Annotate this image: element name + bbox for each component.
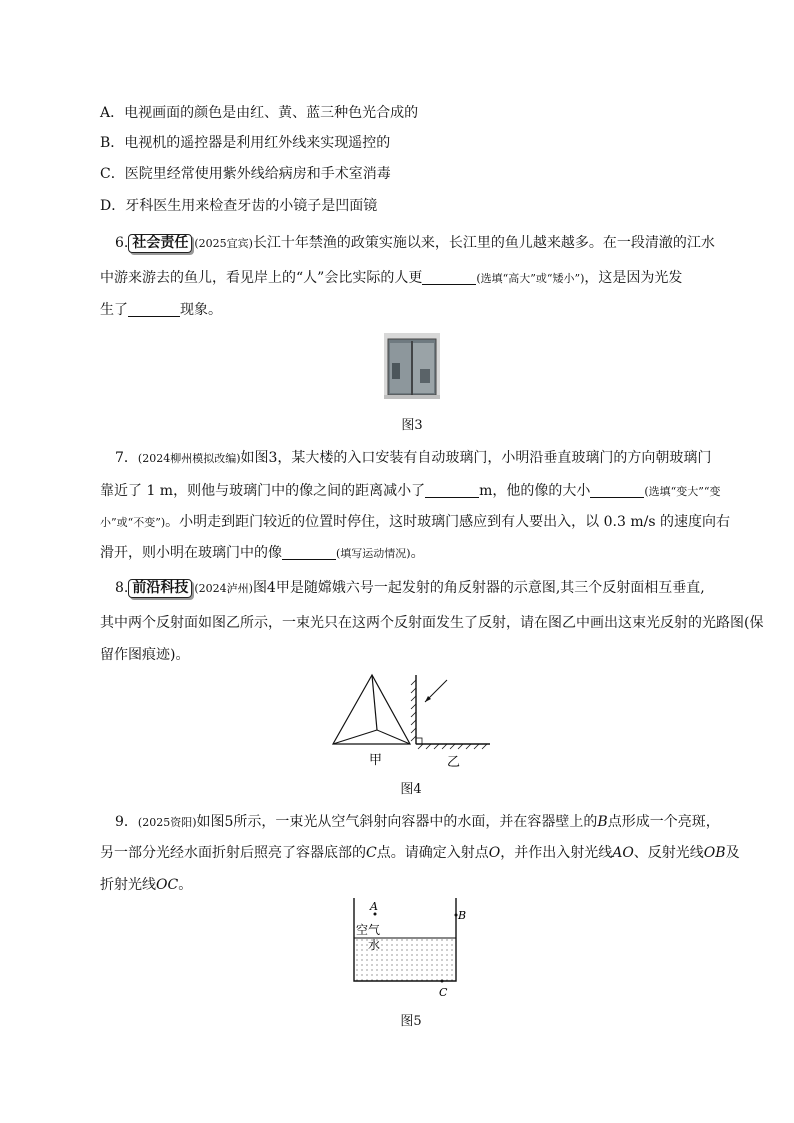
q8-tag-badge: 前沿科技 (128, 579, 192, 598)
q9-var-oc: OC (156, 877, 179, 893)
q6-number: 6. (115, 235, 129, 251)
q9-text5: ，并作出入射光线 (500, 845, 613, 861)
q7-line1 (115, 448, 711, 469)
corner-reflector-pyramid (333, 675, 410, 744)
q7-number: 7． (115, 450, 138, 466)
q8-source: (2024泸州) (194, 582, 253, 595)
figure-3-caption: 图3 (401, 418, 423, 433)
label-water: 水 (368, 938, 381, 952)
q7-blank-3[interactable] (282, 545, 336, 560)
figure-3-glass-door-photo (384, 333, 440, 399)
q8-line2: 其中两个反射面如图乙所示，一束光只在这两个反射面发生了反射，请在图乙中画出这束光反射的光路图(保 (100, 615, 764, 631)
figure-4-caption: 图4 (400, 782, 422, 797)
q9-text6: 、反射光线 (633, 845, 704, 861)
q9-text2: 点形成一个亮斑， (607, 814, 720, 830)
q9-text8: 折射光线 (100, 877, 156, 893)
q7-text3: m，他的像的大小 (479, 483, 591, 499)
q6-line1 (115, 233, 715, 254)
q7-line2 (100, 481, 721, 502)
q9-number: 9． (115, 814, 138, 830)
q6-text3: ，这是因为光发 (584, 270, 683, 286)
label-point-a: A (370, 900, 378, 913)
q9-var-b: B (597, 814, 608, 830)
q7-text2: 靠近了 1 m，则他与玻璃门中的像之间的距离减小了 (100, 483, 426, 499)
q9-text9: 。 (178, 877, 193, 893)
q7-hint1: (选填“变大”“变 (644, 485, 721, 498)
q9-line2 (100, 843, 740, 863)
label-point-b: B (458, 909, 467, 922)
q9-var-c: C (366, 845, 377, 861)
figure-4-svg (325, 672, 495, 772)
figure-5-svg (345, 898, 470, 1002)
q9-var-o: O (488, 845, 501, 861)
q7-hint2: 小”或“不变”) (100, 516, 166, 529)
q9-text4: 点。请确定入射点 (376, 845, 489, 861)
q9-text1: 如图5所示，一束光从空气斜射向容器中的水面，并在容器壁上的 (196, 814, 598, 830)
q7-line3 (100, 512, 730, 533)
option-a: A．电视画面的颜色是由红、黄、蓝三种色光合成的 (100, 105, 419, 121)
q8-line1 (115, 578, 705, 599)
q7-text6: 。 (410, 545, 425, 561)
q9-source: (2025资阳) (137, 816, 197, 829)
q7-text4: 。小明走到距门较近的位置时停住，这时玻璃门感应到有人要出入，以 0.3 m/s 的速度向右 (165, 514, 730, 530)
option-d: D．牙科医生用来检查牙齿的小镜子是凹面镜 (100, 198, 378, 214)
q6-text4: 生了 (100, 302, 128, 318)
q9-text7: 及 (725, 845, 740, 861)
figure-5-diagram (345, 898, 470, 1002)
q6-blank-1[interactable] (422, 270, 476, 285)
q7-text1: 如图3，某大楼的入口安装有自动玻璃门，小明沿垂直玻璃门的方向朝玻璃门 (240, 450, 712, 466)
q7-hint3: (填写运动情况) (336, 547, 411, 560)
q9-line1 (115, 812, 720, 833)
q8-text1: 图4甲是随嫦娥六号一起发射的角反射器的示意图,其三个反射面相互垂直, (252, 580, 705, 596)
q9-text3: 另一部分光经水面折射后照亮了容器底部的 (100, 845, 366, 861)
q8-line3: 留作图痕迹)。 (100, 647, 190, 663)
point-c-dot (441, 980, 444, 983)
q6-text2: 中游来游去的鱼儿，看见岸上的“人”会比实际的人更 (100, 270, 423, 286)
q6-text5: 现象。 (180, 302, 222, 318)
option-b: B．电视机的遥控器是利用红外线来实现遥控的 (100, 135, 391, 151)
figure-4-label-jia: 甲 (369, 753, 383, 768)
q6-text1: 长江十年禁渔的政策实施以来，长江里的鱼儿越来越多。在一段清澈的江水 (252, 235, 715, 251)
q6-tag-badge: 社会责任 (128, 234, 192, 253)
q9-line3 (100, 875, 192, 895)
label-air: 空气 (356, 923, 381, 937)
figure-5-caption: 图5 (400, 1014, 422, 1029)
q6-line3 (100, 300, 222, 320)
label-point-c: C (439, 986, 448, 999)
q6-hint: (选填“高大”或“矮小”) (476, 272, 585, 285)
q6-blank-2[interactable] (128, 302, 180, 317)
figure-4-label-yi: 乙 (447, 755, 461, 770)
q7-blank-2[interactable] (590, 483, 644, 498)
q8-number: 8. (115, 580, 129, 596)
q9-var-ob: OB (703, 845, 726, 861)
q7-text5: 滑开，则小明在玻璃门中的像 (100, 545, 282, 561)
perpendicular-mirrors (411, 675, 490, 749)
q6-line2 (100, 268, 682, 289)
q9-var-ao: AO (612, 845, 634, 861)
q7-line4 (100, 543, 425, 564)
q7-source: (2024柳州模拟改编) (137, 452, 241, 465)
q6-source: (2025宜宾) (194, 237, 253, 250)
q7-blank-1[interactable] (425, 483, 479, 498)
option-c: C．医院里经常使用紫外线给病房和手术室消毒 (100, 166, 391, 182)
figure-4-diagram (325, 672, 495, 772)
